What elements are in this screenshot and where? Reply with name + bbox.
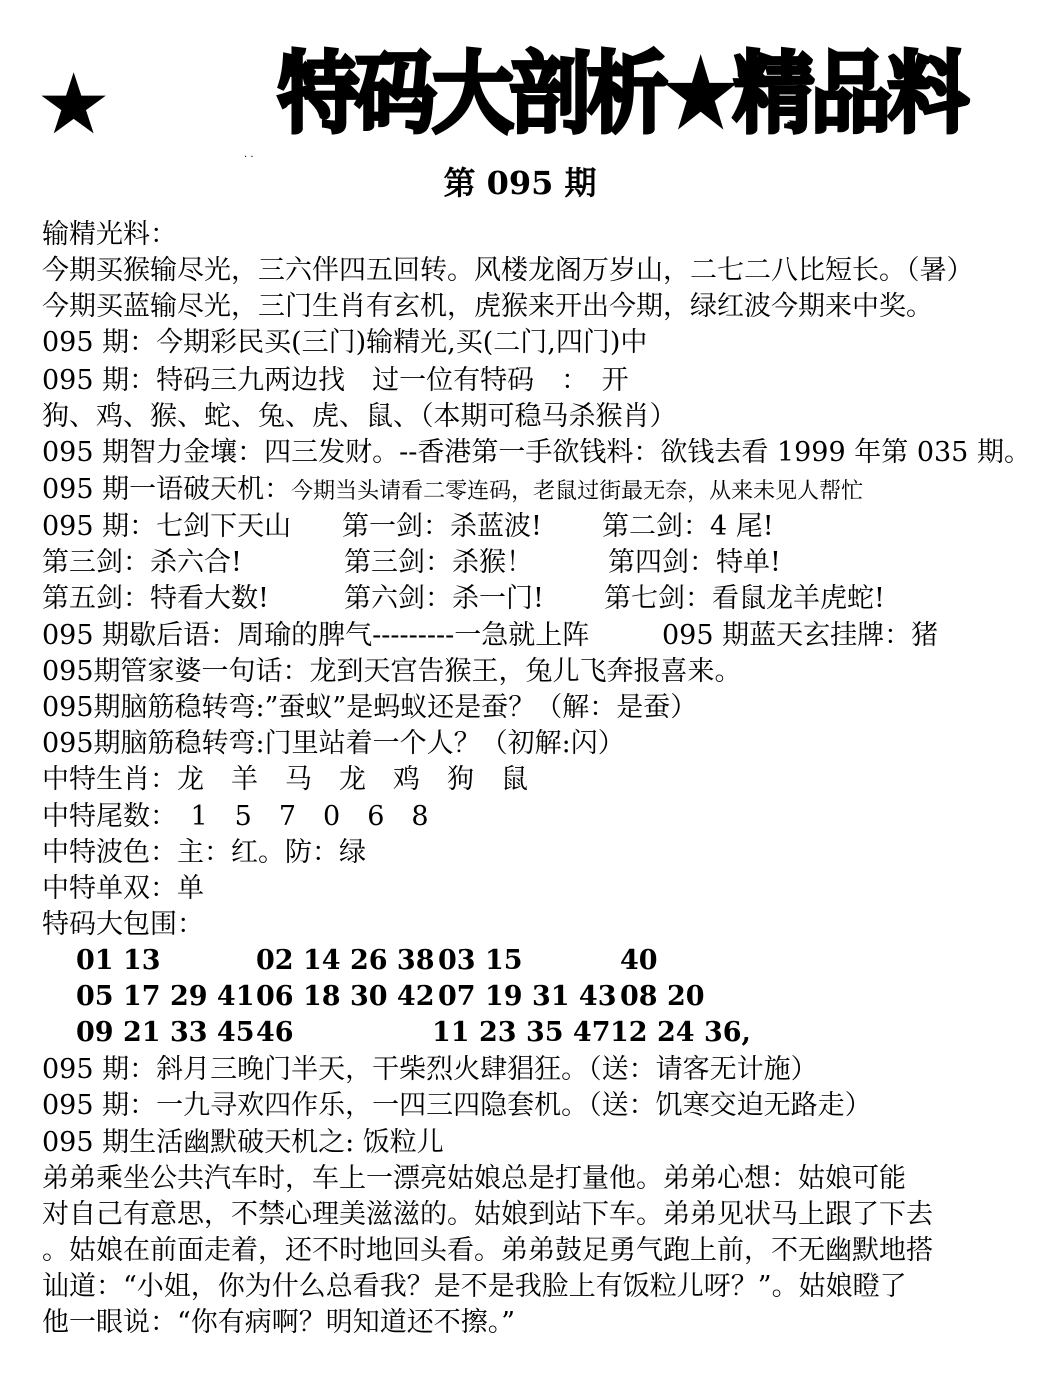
line-saying: 095 期歇后语：周瑜的脾气---------一急就上阵: [42, 620, 590, 651]
line-odd-even: 中特单双：单: [42, 873, 204, 904]
line-wisdom: 095 期智力金壤：四三发财。--香港第一手欲钱料：欲钱去看 1999 年第 035 期。: [42, 437, 1031, 468]
banner: [0, 18, 1040, 163]
sword-2: 第二剑：4 尾!: [602, 511, 774, 542]
sword-6: 第六剑：杀一门!: [344, 583, 544, 614]
line-sign: 095 期蓝天玄挂牌：猪: [662, 620, 939, 651]
sword-1: 第一剑：杀蓝波!: [342, 511, 542, 542]
grid-cell: 09 21 33 45: [76, 1017, 255, 1048]
grid-cell: 03 15: [438, 945, 523, 976]
grid-cell: 01 13: [76, 945, 161, 976]
sword-3b: 第三剑：杀猴！: [344, 547, 533, 578]
grid-cell: 05 17 29 41: [76, 981, 255, 1012]
line-story-3: 。姑娘在前面走着，还不时地回头看。弟弟鼓足勇气跑上前，不无幽默地搭: [42, 1235, 933, 1266]
sword-4: 第四剑：特单!: [608, 547, 781, 578]
issue-number: 第 095 期: [443, 164, 597, 202]
line-story-1: 弟弟乘坐公共汽车时，车上一漂亮姑娘总是打量他。弟弟心想：姑娘可能: [42, 1163, 906, 1194]
one-word-text: 今期当头请看二零连码，老鼠过街最无奈，从来未见人帮忙: [291, 479, 864, 504]
grid-cell: 40: [620, 945, 658, 976]
line-humor-title: 095 期生活幽默破天机之: 饭粒儿: [42, 1127, 444, 1158]
grid-cell: 08 20: [620, 981, 705, 1012]
grid-cell: 07 19 31 43: [438, 981, 617, 1012]
grid-cell: 12 24 36,: [610, 1017, 751, 1048]
decorative-dots: · ·: [244, 152, 254, 163]
grid-cell: 06 18 30 42: [256, 981, 435, 1012]
line-hint-2: 095 期：一九寻欢四作乐，一四三四隐套机。（送：饥寒交迫无路走）: [42, 1090, 872, 1121]
line-grid-title: 特码大包围：: [42, 909, 204, 940]
grid-cell: 11 23 35 47: [432, 1017, 611, 1048]
line-tail: 中特尾数： 1 5 7 0 6 8: [42, 801, 429, 832]
line-zodiac: 中特生肖：龙 羊 马 龙 鸡 狗 鼠: [42, 764, 528, 795]
grid-cell: 46: [256, 1017, 294, 1048]
one-word-label: 095 期一语破天机：: [42, 474, 292, 505]
line-housekeeper: 095期管家婆一句话：龙到天宫告猴王，兔儿飞奔报喜来。: [42, 656, 742, 687]
line-heading: 输精光料：: [42, 219, 177, 250]
line-swords-1: 095 期：七剑下天山: [42, 511, 292, 542]
line-poem-1: 今期买猴输尽光，三六伴四五回转。风楼龙阁万岁山，二七二八比短长。（暑）: [42, 255, 974, 286]
line-special-code: 095 期：特码三九两边找 过一位有特码 ： 开: [42, 365, 629, 396]
sword-3a: 第三剑：杀六合!: [42, 547, 242, 578]
sword-5: 第五剑：特看大数!: [42, 583, 269, 614]
line-story-4: 讪道：“小姐，你为什么总看我？是不是我脸上有饭粒儿呀？”。姑娘瞪了: [42, 1271, 907, 1302]
sword-7: 第七剑：看鼠龙羊虎蛇!: [604, 583, 885, 614]
line-three-gates: 095 期：今期彩民买(三门)输精光,买(二门,四门)中: [42, 327, 648, 358]
banner-title: 特码大剖析★精品料: [278, 42, 966, 145]
line-riddle-1: 095期脑筋稳转弯:”蚕蚁”是蚂蚁还是蚕？（解：是蚕）: [42, 692, 698, 723]
line-poem-2: 今期买蓝输尽光，三门生肖有玄机，虎猴来开出今期，绿红波今期来中奖。: [42, 291, 933, 322]
line-story-5: 他一眼说：“你有病啊？明知道还不擦。”: [42, 1307, 516, 1338]
line-one-word: [42, 473, 863, 509]
star-icon: ★: [36, 55, 112, 153]
line-story-2: 对自己有意思，不禁心理美滋滋的。姑娘到站下车。弟弟见状马上跟了下去: [42, 1199, 933, 1230]
grid-cell: 02 14 26 38: [256, 945, 435, 976]
line-color: 中特波色：主：红。防：绿: [42, 837, 366, 868]
line-riddle-2: 095期脑筋稳转弯:门里站着一个人？（初解:闪）: [42, 728, 625, 759]
line-hint-1: 095 期：斜月三晚门半天，干柴烈火肆猖狂。（送：请客无计施）: [42, 1054, 818, 1085]
line-zodiac-list: 狗、鸡、猴、蛇、兔、虎、鼠、（本期可稳马杀猴肖）: [42, 401, 677, 432]
